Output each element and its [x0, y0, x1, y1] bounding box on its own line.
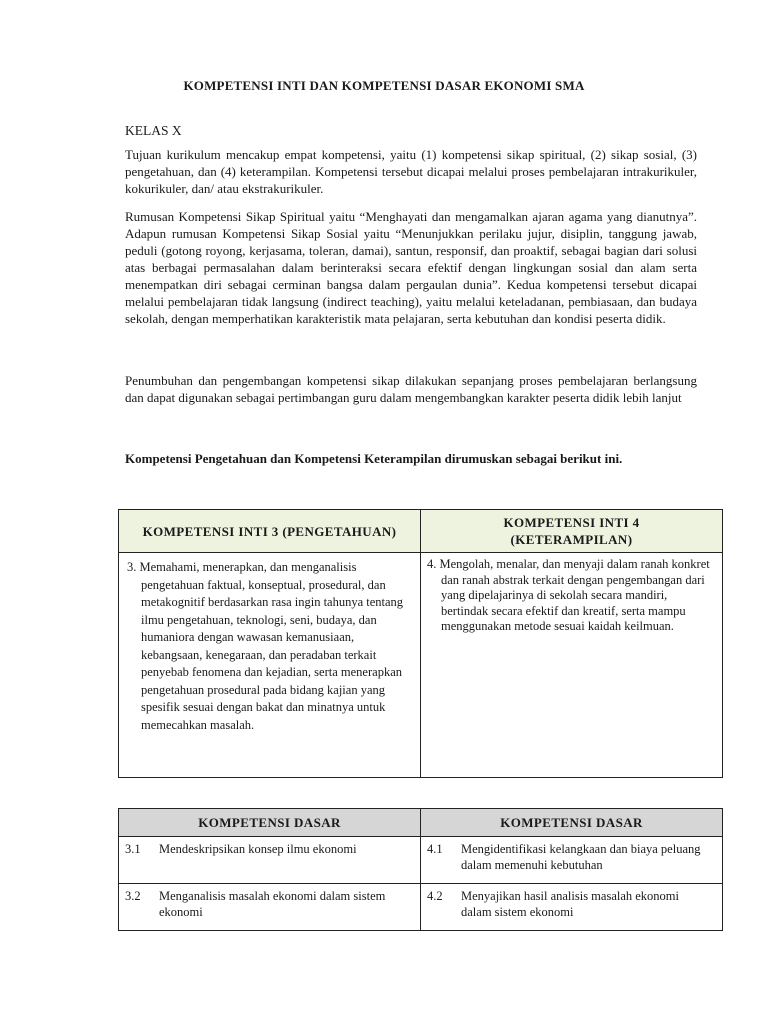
ki3-header: KOMPETENSI INTI 3 (PENGETAHUAN)	[119, 510, 421, 553]
ki4-header-line2: (KETERAMPILAN)	[510, 532, 633, 547]
paragraph-attitude-development: Penumbuhan dan pengembangan kompetensi sikap dilakukan sepanjang proses pembelajaran berlangsung dan dapat digunakan sebagai pertimbangan guru dalam mengembangkan karakter peserta didik lebih lanjut	[125, 373, 697, 405]
document-title: KOMPETENSI INTI DAN KOMPETENSI DASAR EKONOMI SMA	[183, 78, 585, 93]
kd-number: 4.1	[427, 842, 443, 856]
kd-number: 3.2	[125, 889, 141, 903]
paragraph-competency-intro: Kompetensi Pengetahuan dan Kompetensi Keterampilan dirumuskan sebagai berikut ini.	[125, 451, 623, 466]
kd-text: Menyajikan hasil analisis masalah ekonomi dalam sistem ekonomi	[461, 889, 680, 919]
kd-cell	[421, 837, 723, 884]
table-header-row	[119, 510, 723, 553]
paragraph-attitude-competency: Rumusan Kompetensi Sikap Spiritual yaitu “Menghayati dan mengamalkan ajaran agama yang dianutnya”. Adapun rumusan Kompetensi Sikap Sosial yaitu “Menunjukkan perilaku jujur, disiplin, tanggung jawab, peduli (gotong royong, kerjasama, toleran, damai), santun, responsif, dan proaktif, sebagai bagian dari solusi atas berbagai permasalahan dalam berinteraksi secara efektif dengan lingkungan sosial dan alam serta menempatkan diri sebagai cerminan bangsa dalam pergaulan dunia”. Kedua kompetensi tersebut dicapai melalui pembelajaran tidak langsung (indirect teaching), yaitu melalui keteladanan, pembiasaan, dan budaya sekolah, dengan memperhatikan karakteristik mata pelajaran, serta kebutuhan dan kondisi peserta didik.	[125, 209, 697, 326]
kd-cell	[421, 884, 723, 931]
kd-number: 4.2	[427, 889, 443, 903]
ki4-cell	[421, 553, 723, 778]
basic-competency-table	[118, 808, 723, 931]
kd-cell	[119, 884, 421, 931]
table-header-row	[119, 809, 723, 837]
kd-number: 3.1	[125, 842, 141, 856]
ki3-text: 3. Memahami, menerapkan, dan menganalisis pengetahuan faktual, konseptual, prosedural, dan metakognitif berdasarkan rasa ingin tahunya tentang ilmu pengetahuan, teknologi, seni, budaya, dan humaniora dengan wawasan kemanusiaan, kebangsaan, kenegaraan, dan peradaban terkait penyebab fenomena dan kejadian, serta menerapkan pengetahuan prosedural pada bidang kajian yang spesifik sesuai dengan bakat dan minatnya untuk memecahkan masalah.	[127, 560, 404, 732]
class-heading: KELAS X	[125, 123, 182, 138]
kd-text: Menganalisis masalah ekonomi dalam sistem ekonomi	[159, 889, 386, 919]
core-competency-table	[118, 509, 723, 778]
kd-cell	[119, 837, 421, 884]
kd-text: Mengidentifikasi kelangkaan dan biaya peluang dalam memenuhi kebutuhan	[461, 842, 701, 872]
paragraph-curriculum-goals: Tujuan kurikulum mencakup empat kompetensi, yaitu (1) kompetensi sikap spiritual, (2) sikap sosial, (3) pengetahuan, dan (4) keterampilan. Kompetensi tersebut dicapai melalui proses pembelajaran intrakurikuler, kokurikuler, dan/ atau ekstrakurikuler.	[125, 147, 697, 196]
table-row	[119, 553, 723, 778]
ki4-header	[421, 510, 723, 553]
table-row	[119, 884, 723, 931]
kd-text: Mendeskripsikan konsep ilmu ekonomi	[159, 842, 357, 856]
ki4-header-line1: KOMPETENSI INTI 4	[503, 515, 640, 530]
kd-header-right: KOMPETENSI DASAR	[421, 809, 723, 837]
table-row	[119, 837, 723, 884]
ki3-cell	[119, 553, 421, 778]
ki4-text: 4. Mengolah, menalar, dan menyaji dalam ranah konkret dan ranah abstrak terkait dengan pengembangan dari yang dipelajarinya di sekolah secara mandiri, bertindak secara efektif dan kreatif, serta mampu menggunakan metode sesuai kaidah keilmuan.	[427, 557, 710, 633]
kd-header-left: KOMPETENSI DASAR	[119, 809, 421, 837]
